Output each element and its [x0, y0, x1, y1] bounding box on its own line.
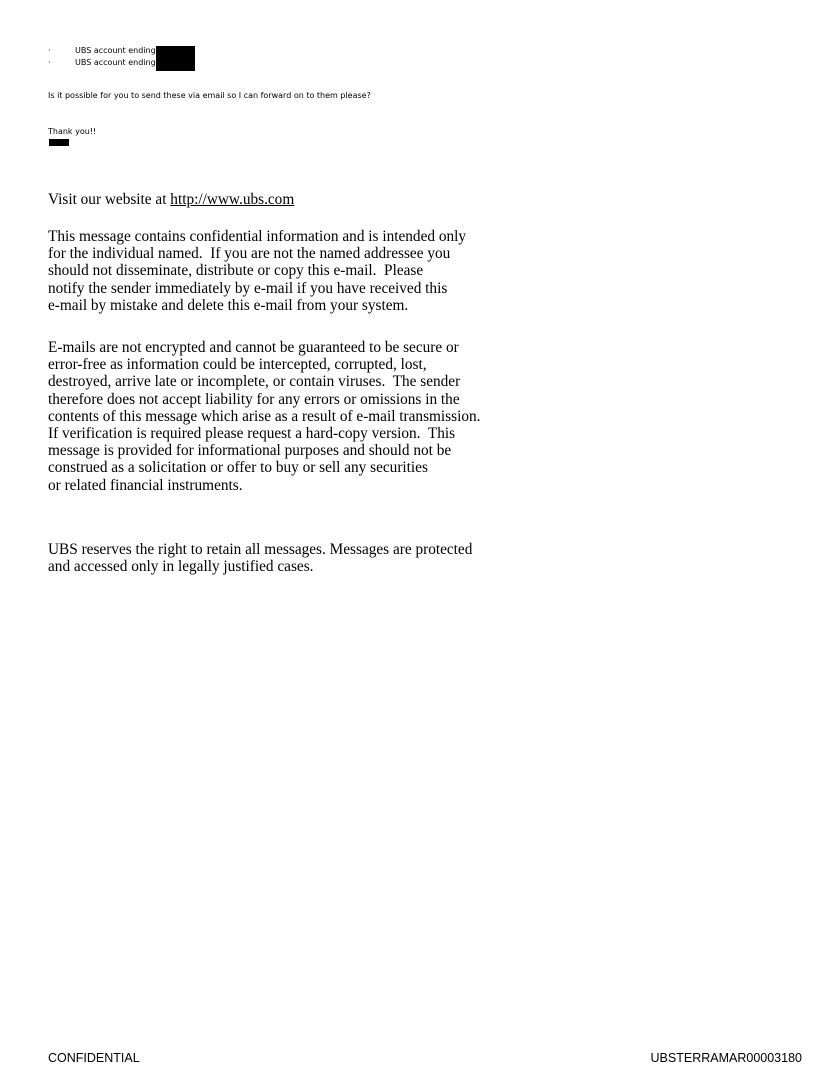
disclaimer-paragraph-1: This message contains confidential information and is intended only for the individual named. If you are not the named addressee you should not disseminate, distribute or copy this e-mail. Please notify the sender immediately by e-mail if you have received this e-mail by mistake and delete this e-mail from your system. [48, 228, 467, 314]
bullet-text: UBS account ending [75, 46, 156, 55]
website-line [48, 191, 294, 208]
disclaimer-paragraph-3: UBS reserves the right to retain all messages. Messages are protected and accessed only in legally justified cases. [48, 541, 473, 576]
website-prefix: Visit our website at [48, 191, 171, 208]
disclaimer-paragraph-2: E-mails are not encrypted and cannot be guaranteed to be secure or error-free as information could be intercepted, corrupted, lost, destroyed, arrive late or incomplete, or contain viruses. The sender therefore does not accept liability for any errors or omissions in the contents of this message which arise as a result of e-mail transmission. If verification is required please request a hard-copy version. This message is provided for informational purposes and should not be construed as a solicitation or offer to buy or sell any securities or related financial instruments. [48, 339, 481, 494]
bullet-icon: · [48, 46, 51, 55]
bullet-icon: · [48, 58, 51, 67]
signature-redaction [49, 139, 69, 146]
closing-text: Thank you!! [48, 127, 97, 136]
footer-bates-number: UBSTERRAMAR00003180 [650, 1051, 802, 1065]
website-link[interactable]: http://www.ubs.com [170, 191, 295, 208]
redaction-box [156, 46, 195, 71]
bullet-text: UBS account ending [75, 58, 156, 67]
footer-confidential: CONFIDENTIAL [48, 1051, 140, 1065]
request-text: Is it possible for you to send these via email so I can forward on to them please? [48, 91, 371, 100]
